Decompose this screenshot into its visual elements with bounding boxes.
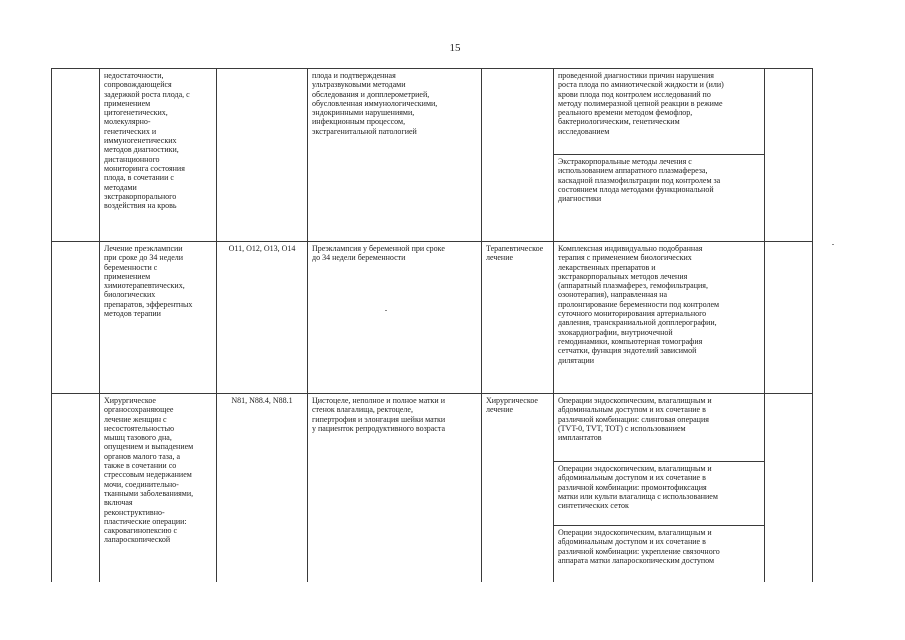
treatment-type-cell	[482, 69, 554, 242]
method-cell: проведенной диагностики причин нарушения роста плода по амниотической жидкости и (или) крови плода под контролем исследований по методу полимеразной цепной реакции в режиме реального времени методом фемофлор, бактериологическим, генетическим исследованием	[554, 69, 765, 155]
method-cell: Операции эндоскопическим, влагалищным и абдоминальным доступом и их сочетание в различной комбинации: укрепление связочного аппарата матки лапароскопическим доступом	[554, 526, 765, 582]
patient-model-cell: Цистоцеле, неполное и полное матки и стенок влагалища, ректоцеле, гипертрофия и элонгация шейки матки у пациенток репродуктивного возраста	[308, 394, 482, 582]
norm-cell	[765, 242, 813, 394]
norm-cell	[765, 394, 813, 582]
medical-care-table	[51, 68, 813, 582]
norm-cell	[765, 69, 813, 242]
table-row	[52, 69, 813, 155]
row-number-cell	[52, 69, 100, 242]
profile-cell: Лечение преэклампсии при сроке до 34 недели беременности с применением химиотерапевтических, биологических препаратов, эфферентных методов терапии	[100, 242, 217, 394]
treatment-type-cell: Хирургическое лечение	[482, 394, 554, 582]
patient-model-cell: плода и подтвержденная ультразвуковыми методами обследования и допплерометрией, обусловленная иммунологическими, эндокринными нарушениями, инфекционным процессом, экстрагенитальной патологией	[308, 69, 482, 242]
method-cell: Операции эндоскопическим, влагалищным и абдоминальным доступом и их сочетание в различной комбинации: промонтофиксация матки или культи влагалища с использованием синтетических сеток	[554, 462, 765, 526]
profile-cell: Хирургическое органосохраняющее лечение женщин с несостоятельностью мышц тазового дна, опущением и выпадением органов малого таза, а также в сочетании со стрессовым недержанием мочи, соединительно- тканными заболеваниями, включая реконструктивно- пластические операции: сакровагинопексию с лапароскопической	[100, 394, 217, 582]
patient-model-cell: Преэклампсия у беременной при сроке до 34 недели беременности	[308, 242, 482, 394]
page-number: 15	[449, 42, 461, 54]
method-cell: Комплексная индивидуально подобранная терапия с применением биологических лекарственных препаратов и экстракорпоральных методов лечения (аппаратный плазмаферез, гемофильтрация, озонотерапия), направленная на пролонгирование беременности под контролем суточного мониторирования артериального давления, транскраниальной допплерографии, эхокардиографии, внутриочечной гемодинамики, компьютерная томография сетчатки, функция эндотелий зависимой дилятации	[554, 242, 765, 394]
treatment-type-cell: Терапевтическое лечение	[482, 242, 554, 394]
profile-cell: недостаточности, сопровождающейся задержкой роста плода, с применением цитогенетических, молекулярно- генетических и иммуногенетических методов диагностики, дистанционного мониторинга состояния плода, в сочетании с методами экстракорпорального воздействия на кровь	[100, 69, 217, 242]
table-row	[52, 394, 813, 462]
codes-cell: N81, N88.4, N88.1	[217, 394, 308, 582]
scan-speck	[385, 310, 387, 311]
scan-speck	[832, 244, 834, 245]
method-cell: Экстракорпоральные методы лечения с использованием аппаратного плазмафереза, каскадной плазмофильтрации под контролем за состоянием плода методами функциональной диагностики	[554, 155, 765, 242]
codes-cell	[217, 69, 308, 242]
codes-cell: O11, O12, O13, O14	[217, 242, 308, 394]
method-cell: Операции эндоскопическим, влагалищным и абдоминальным доступом и их сочетание в различной комбинации: слинговая операция (TVT-0, TVT, TOT) с использованием имплантатов	[554, 394, 765, 462]
table-row	[52, 242, 813, 394]
row-number-cell	[52, 242, 100, 394]
row-number-cell	[52, 394, 100, 582]
